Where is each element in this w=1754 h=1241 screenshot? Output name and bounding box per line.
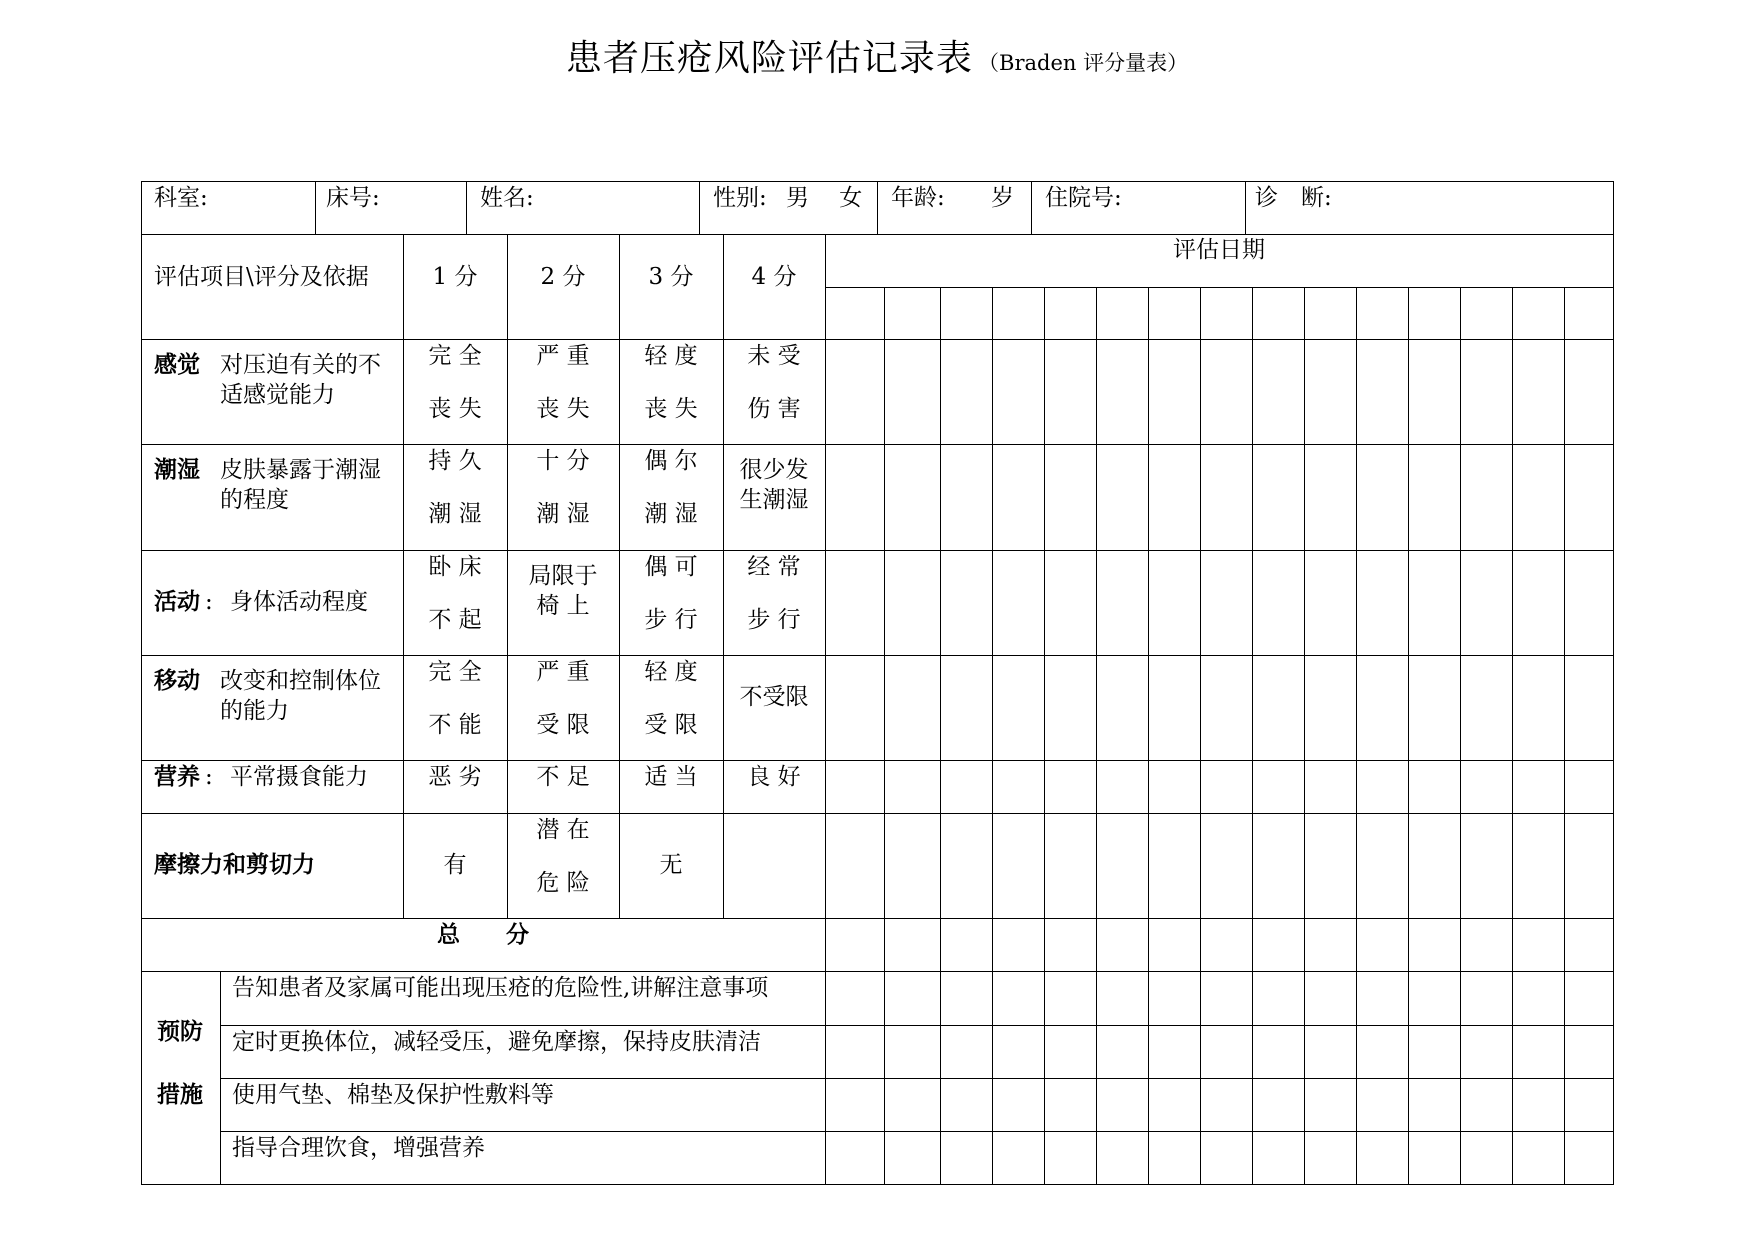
score-value: 轻 度 [644,343,698,369]
prevention-check-2-12[interactable] [1408,1025,1461,1079]
prevention-check-1-6[interactable] [1096,971,1149,1026]
date-cell-5[interactable] [1044,287,1097,340]
score-entry-2-13[interactable] [1460,444,1513,551]
score-entry-2-7[interactable] [1148,444,1201,551]
score-value-line2: 椅 上 [536,593,590,619]
score-value: 恶 劣 [428,764,482,790]
prevention-check-2-14[interactable] [1512,1025,1565,1079]
prevention-check-4-4[interactable] [992,1131,1045,1185]
criteria-desc: 皮肤暴露于潮湿 [220,457,381,483]
prevention-label-2: 措施 [157,1081,203,1108]
score-entry-4-1[interactable] [825,655,885,761]
prevention-check-2-5[interactable] [1044,1025,1097,1079]
prevention-check-1-15[interactable] [1564,971,1614,1026]
score-entry-5-14[interactable] [1512,760,1565,814]
score-4-header: 4 分 [751,264,797,290]
criteria-name: 感觉 [154,351,200,378]
score-entry-1-7[interactable] [1148,339,1201,445]
score-entry-2-3[interactable] [940,444,993,551]
total-entry-2[interactable] [884,918,941,972]
prevention-check-4-2[interactable] [884,1131,941,1185]
admission-label: 住院号: [1045,185,1122,211]
prevention-check-2-10[interactable] [1304,1025,1357,1079]
item-header-label: 评估项目\评分及依据 [154,264,369,290]
prevention-check-3-3[interactable] [940,1078,993,1132]
prevention-check-1-4[interactable] [992,971,1045,1026]
score-entry-6-7[interactable] [1148,813,1201,919]
score-entry-2-10[interactable] [1304,444,1357,551]
prevention-check-2-9[interactable] [1252,1025,1305,1079]
prevention-check-4-10[interactable] [1304,1131,1357,1185]
score-entry-1-13[interactable] [1460,339,1513,445]
score-value: 轻 度 [644,659,698,685]
prevention-item: 告知患者及家属可能出现压疮的危险性,讲解注意事项 [232,975,769,1001]
score-value: 潜 在 [536,817,590,843]
score-value-line2: 丧 失 [428,396,482,422]
score-entry-6-14[interactable] [1512,813,1565,919]
total-entry-13[interactable] [1460,918,1513,972]
score-entry-5-4[interactable] [992,760,1045,814]
score-entry-5-13[interactable] [1460,760,1513,814]
score-entry-2-5[interactable] [1044,444,1097,551]
name-label: 姓名: [480,185,534,211]
score-entry-4-6[interactable] [1096,655,1149,761]
score-value: 不受限 [739,684,809,710]
score-entry-6-13[interactable] [1460,813,1513,919]
total-entry-3[interactable] [940,918,993,972]
prevention-check-1-12[interactable] [1408,971,1461,1026]
prevention-check-1-14[interactable] [1512,971,1565,1026]
score-value: 十 分 [536,448,590,474]
prevention-check-2-6[interactable] [1096,1025,1149,1079]
score-value: 卧 床 [428,554,482,580]
prevention-check-4-1[interactable] [825,1131,885,1185]
prevention-check-1-5[interactable] [1044,971,1097,1026]
criteria-name: 摩擦力和剪切力 [154,851,315,878]
prevention-check-2-1[interactable] [825,1025,885,1079]
score-entry-2-4[interactable] [992,444,1045,551]
prevention-check-1-2[interactable] [884,971,941,1026]
score-entry-4-7[interactable] [1148,655,1201,761]
date-cell-7[interactable] [1148,287,1201,340]
prevention-item: 定时更换体位，减轻受压，避免摩擦，保持皮肤清洁 [232,1029,761,1055]
prevention-check-4-9[interactable] [1252,1131,1305,1185]
score-entry-2-15[interactable] [1564,444,1614,551]
date-cell-3[interactable] [940,287,993,340]
score-entry-5-7[interactable] [1148,760,1201,814]
prevention-check-3-15[interactable] [1564,1078,1614,1132]
score-entry-1-11[interactable] [1356,339,1409,445]
score-value: 偶 可 [644,554,698,580]
prevention-check-3-13[interactable] [1460,1078,1513,1132]
score-entry-5-3[interactable] [940,760,993,814]
prevention-check-2-13[interactable] [1460,1025,1513,1079]
dept-label: 科室: [154,185,208,211]
total-entry-7[interactable] [1148,918,1201,972]
score-value: 良 好 [747,764,801,790]
prevention-label-1: 预防 [157,1018,203,1045]
score-value: 偶 尔 [644,448,698,474]
date-cell-2[interactable] [884,287,941,340]
date-cell-11[interactable] [1356,287,1409,340]
gender-options: 男 女 [786,185,863,211]
score-entry-1-1[interactable] [825,339,885,445]
date-cell-14[interactable] [1512,287,1565,340]
prevention-check-1-7[interactable] [1148,971,1201,1026]
criteria-desc-line2: 的能力 [220,698,289,724]
score-value: 不 足 [536,764,590,790]
score-entry-5-12[interactable] [1408,760,1461,814]
total-entry-8[interactable] [1200,918,1253,972]
prevention-check-1-13[interactable] [1460,971,1513,1026]
score-value: 持 久 [428,448,482,474]
score-entry-2-11[interactable] [1356,444,1409,551]
score-entry-6-10[interactable] [1304,813,1357,919]
score-value-line2: 受 限 [536,712,590,738]
score-entry-5-2[interactable] [884,760,941,814]
date-cell-4[interactable] [992,287,1045,340]
prevention-check-2-11[interactable] [1356,1025,1409,1079]
score-entry-4-14[interactable] [1512,655,1565,761]
criteria-desc: 对压迫有关的不 [220,352,381,378]
score-entry-5-10[interactable] [1304,760,1357,814]
score-entry-6-15[interactable] [1564,813,1614,919]
diagnosis-label: 诊 断: [1255,185,1332,211]
score-value-line2: 丧 失 [644,396,698,422]
score-entry-3-7[interactable] [1148,550,1201,656]
score-entry-5-6[interactable] [1096,760,1149,814]
score-value: 很少发 [739,457,809,483]
total-label: 总 分 [437,921,529,948]
score-entry-6-6[interactable] [1096,813,1149,919]
page-subtitle: （Braden 评分量表） [978,51,1189,75]
score-entry-2-1[interactable] [825,444,885,551]
score-entry-5-9[interactable] [1252,760,1305,814]
score-entry-1-9[interactable] [1252,339,1305,445]
score-value: 有 [443,852,467,878]
score-entry-3-10[interactable] [1304,550,1357,656]
score-value-line2: 步 行 [644,607,698,633]
date-cell-9[interactable] [1252,287,1305,340]
total-entry-6[interactable] [1096,918,1149,972]
total-entry-14[interactable] [1512,918,1565,972]
score-value-line2: 伤 害 [747,396,801,422]
score-value-line2: 危 险 [536,870,590,896]
score-entry-3-4[interactable] [992,550,1045,656]
score-value: 未 受 [747,343,801,369]
score-entry-1-15[interactable] [1564,339,1614,445]
score-entry-3-9[interactable] [1252,550,1305,656]
prevention-check-1-9[interactable] [1252,971,1305,1026]
score-entry-4-8[interactable] [1200,655,1253,761]
score-value: 严 重 [536,343,590,369]
score-entry-3-1[interactable] [825,550,885,656]
prevention-check-3-10[interactable] [1304,1078,1357,1132]
prevention-check-2-7[interactable] [1148,1025,1201,1079]
score-entry-2-9[interactable] [1252,444,1305,551]
prevention-check-4-8[interactable] [1200,1131,1253,1185]
prevention-check-4-12[interactable] [1408,1131,1461,1185]
score-value: 严 重 [536,659,590,685]
prevention-check-4-11[interactable] [1356,1131,1409,1185]
score-entry-2-8[interactable] [1200,444,1253,551]
score-entry-5-1[interactable] [825,760,885,814]
prevention-check-2-3[interactable] [940,1025,993,1079]
score-entry-3-15[interactable] [1564,550,1614,656]
total-entry-10[interactable] [1304,918,1357,972]
page-title: 患者压疮风险评估记录表 [565,38,973,79]
prevention-check-3-11[interactable] [1356,1078,1409,1132]
prevention-check-3-5[interactable] [1044,1078,1097,1132]
score-entry-5-11[interactable] [1356,760,1409,814]
score-entry-1-4[interactable] [992,339,1045,445]
total-entry-1[interactable] [825,918,885,972]
score-value: 完 全 [428,659,482,685]
prevention-check-2-15[interactable] [1564,1025,1614,1079]
total-entry-9[interactable] [1252,918,1305,972]
prevention-check-4-5[interactable] [1044,1131,1097,1185]
score-entry-3-6[interactable] [1096,550,1149,656]
prevention-check-4-6[interactable] [1096,1131,1149,1185]
score-value: 局限于 [528,563,598,589]
score-value-line2: 受 限 [644,712,698,738]
prevention-check-3-1[interactable] [825,1078,885,1132]
date-cell-1[interactable] [825,287,885,340]
criteria-name: 移动 [154,667,200,694]
assessment-date-label: 评估日期 [1173,237,1265,263]
score-entry-4-11[interactable] [1356,655,1409,761]
score-entry-1-12[interactable] [1408,339,1461,445]
criteria-name: 营养 [154,763,200,790]
score-value: 无 [659,852,683,878]
score-entry-2-6[interactable] [1096,444,1149,551]
date-cell-13[interactable] [1460,287,1513,340]
score-value: 经 常 [747,554,801,580]
total-entry-4[interactable] [992,918,1045,972]
prevention-check-1-8[interactable] [1200,971,1253,1026]
score-entry-4-4[interactable] [992,655,1045,761]
date-cell-10[interactable] [1304,287,1357,340]
score-entry-4-9[interactable] [1252,655,1305,761]
score-entry-6-2[interactable] [884,813,941,919]
total-entry-5[interactable] [1044,918,1097,972]
bed-label: 床号: [326,185,380,211]
score-entry-1-5[interactable] [1044,339,1097,445]
score-entry-1-10[interactable] [1304,339,1357,445]
date-cell-12[interactable] [1408,287,1461,340]
score-entry-1-6[interactable] [1096,339,1149,445]
score-entry-4-12[interactable] [1408,655,1461,761]
date-cell-6[interactable] [1096,287,1149,340]
score-3-header: 3 分 [648,264,694,290]
prevention-check-3-2[interactable] [884,1078,941,1132]
prevention-check-3-4[interactable] [992,1078,1045,1132]
prevention-check-3-7[interactable] [1148,1078,1201,1132]
score-value-line2: 潮 湿 [644,501,698,527]
score-entry-6-3[interactable] [940,813,993,919]
gender-label: 性别: [713,185,767,211]
age-unit: 岁 [991,185,1014,211]
score-entry-1-8[interactable] [1200,339,1253,445]
score-entry-1-14[interactable] [1512,339,1565,445]
score-entry-5-15[interactable] [1564,760,1614,814]
score-entry-1-3[interactable] [940,339,993,445]
score-value-line2: 不 起 [428,607,482,633]
score-value-line2: 潮 湿 [536,501,590,527]
date-cell-15[interactable] [1564,287,1614,340]
prevention-check-3-9[interactable] [1252,1078,1305,1132]
prevention-check-1-1[interactable] [825,971,885,1026]
score-entry-2-14[interactable] [1512,444,1565,551]
criteria-desc: 改变和控制体位 [220,668,381,694]
score-entry-6-12[interactable] [1408,813,1461,919]
score-entry-6-4[interactable] [992,813,1045,919]
criteria-desc: 平常摄食能力 [230,764,368,790]
score-entry-1-2[interactable] [884,339,941,445]
age-label: 年龄: [891,185,945,211]
date-cell-8[interactable] [1200,287,1253,340]
prevention-check-4-13[interactable] [1460,1131,1513,1185]
score-entry-6-5[interactable] [1044,813,1097,919]
score-entry-2-12[interactable] [1408,444,1461,551]
score-entry-4-13[interactable] [1460,655,1513,761]
prevention-check-3-8[interactable] [1200,1078,1253,1132]
criteria-6-col-4 [723,813,826,919]
score-entry-6-8[interactable] [1200,813,1253,919]
prevention-check-1-3[interactable] [940,971,993,1026]
score-value-line2: 潮 湿 [428,501,482,527]
score-value: 适 当 [644,764,698,790]
total-entry-15[interactable] [1564,918,1614,972]
criteria-name: 潮湿 [154,456,200,483]
score-entry-5-5[interactable] [1044,760,1097,814]
prevention-check-2-2[interactable] [884,1025,941,1079]
score-value-line2: 不 能 [428,712,482,738]
total-entry-11[interactable] [1356,918,1409,972]
prevention-check-2-8[interactable] [1200,1025,1253,1079]
score-1-header: 1 分 [432,264,478,290]
score-entry-3-3[interactable] [940,550,993,656]
score-entry-2-2[interactable] [884,444,941,551]
score-entry-6-11[interactable] [1356,813,1409,919]
prevention-check-1-10[interactable] [1304,971,1357,1026]
score-entry-3-8[interactable] [1200,550,1253,656]
score-entry-4-5[interactable] [1044,655,1097,761]
criteria-separator: : [205,764,213,790]
score-value: 完 全 [428,343,482,369]
score-entry-3-11[interactable] [1356,550,1409,656]
prevention-check-3-12[interactable] [1408,1078,1461,1132]
criteria-desc: 身体活动程度 [230,589,368,615]
score-entry-3-5[interactable] [1044,550,1097,656]
score-entry-4-2[interactable] [884,655,941,761]
form-title [0,30,1754,81]
score-2-header: 2 分 [540,264,586,290]
prevention-check-4-14[interactable] [1512,1131,1565,1185]
prevention-check-3-6[interactable] [1096,1078,1149,1132]
criteria-desc-line2: 的程度 [220,487,289,513]
score-value-line2: 生潮湿 [739,487,809,513]
score-entry-4-3[interactable] [940,655,993,761]
score-entry-3-12[interactable] [1408,550,1461,656]
criteria-desc-line2: 适感觉能力 [220,382,335,408]
prevention-check-3-14[interactable] [1512,1078,1565,1132]
score-value-line2: 丧 失 [536,396,590,422]
score-entry-3-14[interactable] [1512,550,1565,656]
prevention-check-1-11[interactable] [1356,971,1409,1026]
prevention-item: 指导合理饮食，增强营养 [232,1135,485,1161]
score-entry-4-10[interactable] [1304,655,1357,761]
score-value-line2: 步 行 [747,607,801,633]
score-entry-6-9[interactable] [1252,813,1305,919]
criteria-separator: : [205,589,213,615]
prevention-check-4-7[interactable] [1148,1131,1201,1185]
score-entry-3-2[interactable] [884,550,941,656]
prevention-check-4-3[interactable] [940,1131,993,1185]
total-entry-12[interactable] [1408,918,1461,972]
score-entry-3-13[interactable] [1460,550,1513,656]
prevention-item: 使用气垫、棉垫及保护性敷料等 [232,1082,554,1108]
criteria-name: 活动 [154,588,200,615]
score-entry-4-15[interactable] [1564,655,1614,761]
prevention-check-2-4[interactable] [992,1025,1045,1079]
score-entry-5-8[interactable] [1200,760,1253,814]
prevention-label-cell [141,971,221,1185]
prevention-check-4-15[interactable] [1564,1131,1614,1185]
score-entry-6-1[interactable] [825,813,885,919]
